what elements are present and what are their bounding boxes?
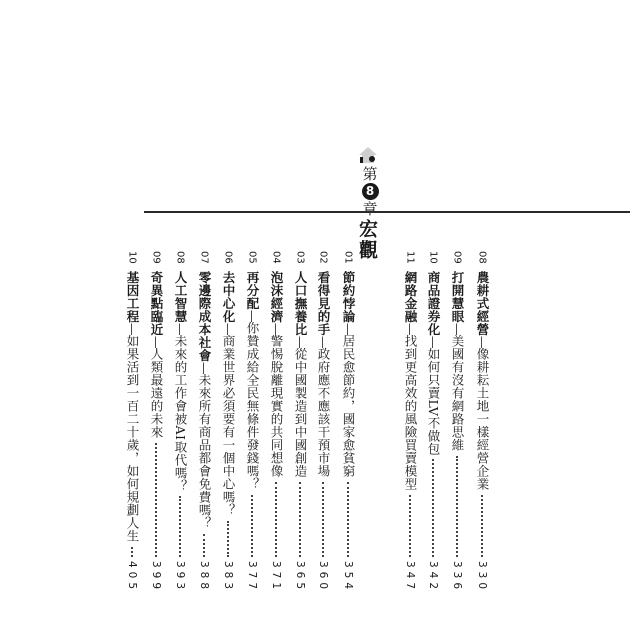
toc-entry-number: 01 bbox=[342, 251, 354, 264]
toc-entry-separator: — bbox=[245, 310, 260, 322]
chapter-suffix: 章 bbox=[362, 200, 378, 218]
toc-entry-text bbox=[172, 271, 188, 492]
toc-leader bbox=[179, 496, 181, 556]
toc-entry-number: 05 bbox=[246, 251, 258, 264]
toc-entry-separator: — bbox=[149, 336, 164, 348]
toc-entry-page: 371 bbox=[270, 560, 282, 593]
toc-entry-page: 354 bbox=[342, 560, 354, 593]
toc-entry-text bbox=[196, 271, 212, 530]
toc-entry-title: 零邊際成本社會 bbox=[197, 271, 212, 362]
toc-entry-subtitle: 從中國製造到中國創造 bbox=[293, 347, 308, 478]
toc-entry-separator: — bbox=[403, 323, 418, 335]
toc-entry-subtitle: 如果活到一百二十歲，如何規劃人生 bbox=[125, 334, 140, 543]
toc-entry[interactable] bbox=[449, 251, 465, 593]
chapter-prefix: 第 bbox=[362, 165, 378, 183]
toc-leader bbox=[347, 482, 349, 557]
toc-entry-page: 336 bbox=[451, 560, 463, 593]
toc-entry-title: 打開慧眼 bbox=[450, 271, 465, 323]
toc-leader bbox=[203, 534, 205, 557]
toc-entry-title: 人口撫養比 bbox=[293, 271, 308, 336]
toc-entry-page: 330 bbox=[476, 560, 488, 593]
toc-entry-title: 商品證券化 bbox=[426, 271, 441, 336]
toc-entry-text bbox=[292, 271, 308, 478]
toc-entry-number: 10 bbox=[126, 251, 138, 264]
toc-entry-text bbox=[268, 271, 284, 478]
toc-entry-page: 399 bbox=[150, 560, 162, 593]
toc-leader bbox=[155, 443, 157, 557]
toc-entry-separator: — bbox=[173, 323, 188, 335]
toc-entry-text bbox=[474, 271, 490, 491]
toc-entry-number: 08 bbox=[174, 251, 186, 264]
toc-entry[interactable] bbox=[220, 251, 236, 593]
toc-leader bbox=[409, 495, 411, 557]
divider-rule bbox=[144, 211, 630, 213]
toc-entry[interactable] bbox=[402, 251, 418, 593]
toc-entry-separator: — bbox=[450, 323, 465, 335]
toc-entry-number: 04 bbox=[270, 251, 282, 264]
toc-entry-subtitle: 未來所有商品都會免費嗎？ bbox=[197, 373, 212, 530]
toc-entry[interactable] bbox=[268, 251, 284, 593]
toc-entry-title: 網路金融 bbox=[403, 271, 418, 323]
toc-entry-subtitle: 警惕脫離現實的共同想像 bbox=[269, 334, 284, 478]
toc-entry-number: 08 bbox=[476, 251, 488, 264]
toc-entry-page: 383 bbox=[222, 560, 234, 593]
toc-entry-title: 農耕式經營 bbox=[475, 271, 490, 336]
toc-entry-title: 看得見的手 bbox=[316, 271, 331, 336]
chapter-title: 宏觀 bbox=[356, 219, 378, 261]
toc-entry[interactable] bbox=[315, 251, 331, 593]
toc-leader bbox=[251, 495, 253, 557]
toc-entry[interactable] bbox=[474, 251, 490, 593]
toc-leader bbox=[432, 459, 434, 557]
toc-entry-separator: — bbox=[197, 362, 212, 374]
toc-entry[interactable] bbox=[172, 251, 188, 593]
toc-entry-title: 人工智慧 bbox=[173, 271, 188, 323]
toc-entry-number: 09 bbox=[451, 251, 463, 264]
toc-entry-text bbox=[220, 271, 236, 517]
toc-entry-page: 393 bbox=[174, 560, 186, 593]
toc-entry-page: 377 bbox=[246, 560, 258, 593]
toc-leader bbox=[131, 547, 133, 557]
toc-entry-page: 347 bbox=[404, 560, 416, 593]
toc-entry-separator: — bbox=[269, 323, 284, 335]
toc-entry-separator: — bbox=[293, 336, 308, 348]
toc-entry-text bbox=[402, 271, 418, 491]
toc-entry-text bbox=[148, 271, 164, 439]
toc-leader bbox=[275, 482, 277, 557]
toc-entry-title: 泡沫經濟 bbox=[269, 271, 284, 323]
toc-entry-title: 再分配 bbox=[245, 271, 260, 310]
toc-entry-number: 09 bbox=[150, 251, 162, 264]
toc-entry[interactable] bbox=[340, 251, 356, 593]
toc-entry-page: 405 bbox=[126, 560, 138, 593]
toc-entry-page: 388 bbox=[198, 560, 210, 593]
toc-entry[interactable] bbox=[196, 251, 212, 593]
toc-entry-text bbox=[244, 271, 260, 491]
toc-entry-separator: — bbox=[475, 336, 490, 348]
toc-entry[interactable] bbox=[425, 251, 441, 593]
toc-entry-number: 03 bbox=[294, 251, 306, 264]
toc-entry-subtitle: 你贊成給全民無條件發錢嗎？ bbox=[245, 321, 260, 491]
toc-entry[interactable] bbox=[124, 251, 140, 593]
toc-entry[interactable] bbox=[244, 251, 260, 593]
toc-entry-title: 基因工程 bbox=[125, 271, 140, 323]
toc-leader bbox=[481, 495, 483, 557]
toc-leader bbox=[227, 521, 229, 557]
house-icon bbox=[358, 146, 378, 164]
toc-entry-subtitle: 像耕耘土地一樣經營企業 bbox=[475, 347, 490, 491]
toc-entry-separator: — bbox=[341, 323, 356, 335]
toc-leader bbox=[322, 482, 324, 557]
toc-entry-text bbox=[425, 271, 441, 455]
toc-entry-subtitle: 美國有沒有網路思維 bbox=[450, 334, 465, 452]
toc-entry-number: 02 bbox=[317, 251, 329, 264]
toc-entry-separator: — bbox=[125, 323, 140, 335]
toc-entry-title: 節約悖論 bbox=[341, 271, 356, 323]
toc-entry-page: 342 bbox=[427, 560, 439, 593]
toc-entry-number: 11 bbox=[404, 251, 416, 264]
toc-entry-subtitle: 居民愈節約，國家愈貧窮 bbox=[341, 334, 356, 478]
toc-entry-subtitle: 如何只賣LV不做包 bbox=[426, 347, 441, 456]
toc-leader bbox=[299, 482, 301, 557]
toc-entry[interactable] bbox=[292, 251, 308, 593]
toc-leader bbox=[456, 456, 458, 557]
chapter-label bbox=[360, 166, 380, 217]
toc-entry[interactable] bbox=[148, 251, 164, 593]
toc-entry-subtitle: 商業世界必須要有一個中心嗎？ bbox=[221, 334, 236, 517]
toc-entry-subtitle: 找到更高效的風險買賣模型 bbox=[403, 334, 418, 491]
toc-entry-number: 10 bbox=[427, 251, 439, 264]
toc-entry-separator: — bbox=[316, 336, 331, 348]
toc-entry-separator: — bbox=[221, 323, 236, 335]
toc-entry-text bbox=[449, 271, 465, 452]
toc-entry-number: 06 bbox=[222, 251, 234, 264]
toc-entry-page: 365 bbox=[294, 560, 306, 593]
toc-entry-title: 去中心化 bbox=[221, 271, 236, 323]
toc-entry-separator: — bbox=[426, 336, 441, 348]
toc-entry-text bbox=[124, 271, 140, 543]
toc-entry-page: 360 bbox=[317, 560, 329, 593]
toc-entry-subtitle: 人類最遠的未來 bbox=[149, 347, 164, 439]
chapter-number: 8 bbox=[362, 183, 379, 200]
toc-entry-subtitle: 政府應不應該干預市場 bbox=[316, 347, 331, 478]
toc-entry-title: 奇異點臨近 bbox=[149, 271, 164, 336]
toc-entry-subtitle: 未來的工作會被AI取代嗎？ bbox=[173, 334, 188, 493]
toc-entry-number: 07 bbox=[198, 251, 210, 264]
toc-entry-text bbox=[315, 271, 331, 478]
toc-entry-text bbox=[340, 271, 356, 478]
